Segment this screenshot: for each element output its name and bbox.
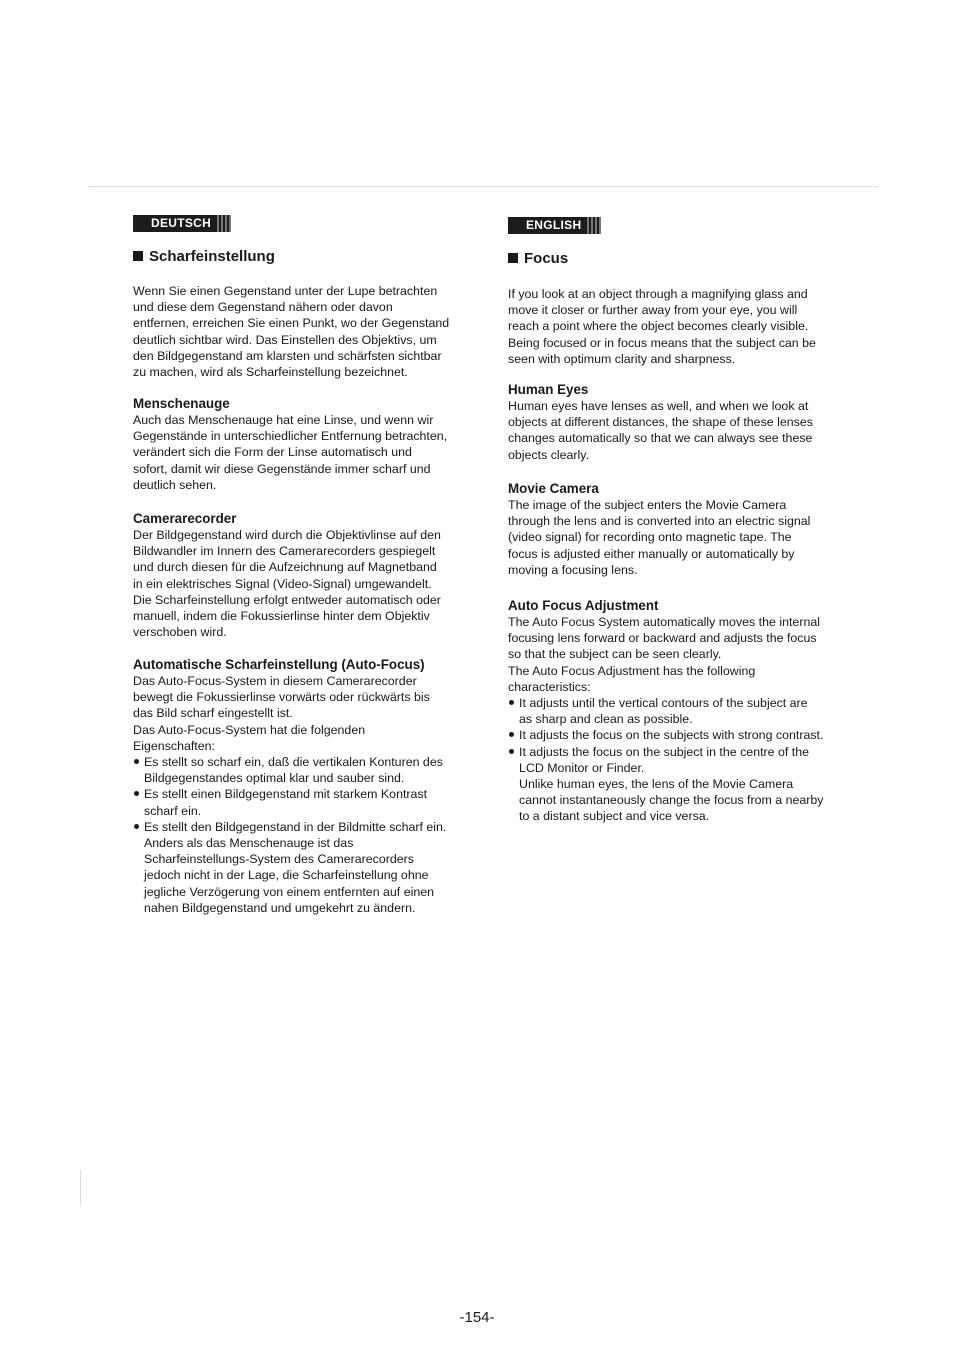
- text-line: deutlich sichtbar wird. Das Einstellen des Objektivs, um: [133, 332, 437, 347]
- language-badge-deutsch: DEUTSCH: [133, 215, 231, 232]
- text-line: nahen Bildgegenstand und umgekehrt zu ändern.: [144, 900, 416, 915]
- text-line: objects at different distances, the shape of these lenses: [508, 415, 813, 430]
- text-line: entfernen, erreichen Sie einen Punkt, wo der Gegenstand: [133, 316, 450, 331]
- text-line: Anders als das Menschenauge ist das: [144, 836, 354, 851]
- text-line: Scharfeinstellungs-System des Camerarecorders: [144, 852, 414, 867]
- bullet-item: [508, 727, 823, 743]
- text-line: deutlich sehen.: [133, 477, 217, 492]
- language-badge-english: ENGLISH: [508, 217, 601, 234]
- text-line: in ein elektrisches Signal (Video-Signal) umgewandelt.: [133, 576, 432, 591]
- text-line: Bildwandler im Innern des Camerarecorders gespiegelt: [133, 544, 436, 559]
- subheading-autofocus-de: Automatische Scharfeinstellung (Auto-Focus): [133, 657, 425, 672]
- text-line: bewegt die Fokussierlinse vorwärts oder rückwärts bis: [133, 690, 430, 705]
- text-line: jegliche Verzögerung von einem entfernten auf einen: [144, 884, 435, 899]
- text-line: Bildgegenstandes optimal klar und sauber sind.: [144, 771, 405, 786]
- text-line: The Auto Focus System automatically moves the internal: [508, 615, 820, 629]
- text-line: verschoben wird.: [133, 625, 227, 640]
- page-number: -154-: [459, 1309, 495, 1326]
- section-title-text: Scharfeinstellung: [149, 248, 275, 265]
- text-line: so that the subject can be seen clearly.: [508, 647, 722, 662]
- text-line: move it closer or further away from your eye, you will: [508, 303, 798, 318]
- text-line: moving a focusing lens.: [508, 562, 638, 577]
- text-line: If you look at an object through a magnifying glass and: [508, 287, 808, 301]
- text-line: jedoch nicht in der Lage, die Scharfeinstellung ohne: [144, 868, 429, 883]
- text-line: Unlike human eyes, the lens of the Movie Camera: [519, 777, 794, 792]
- text-line: Es stellt den Bildgegenstand in der Bildmitte scharf ein.: [144, 819, 447, 834]
- text-line: characteristics:: [508, 679, 591, 694]
- text-line: verändert sich die Form der Linse automatisch und: [133, 445, 412, 460]
- text-line: changes automatically so that we can always see these: [508, 431, 813, 446]
- text-line: It adjusts until the vertical contours of the subject are: [519, 696, 808, 711]
- bullet-item: [508, 695, 823, 727]
- section-autofocus-en: [508, 597, 823, 825]
- bullet-item: [508, 744, 823, 776]
- square-bullet-icon: [133, 251, 143, 261]
- scan-margin-mark: [80, 1170, 81, 1205]
- section-camerarecorder: [133, 510, 441, 640]
- text-line: sofort, damit wir diese Gegenstände immer scharf und: [133, 461, 431, 476]
- text-line: It adjusts the focus on the subjects with strong contrast.: [519, 728, 824, 743]
- section-movie-camera: [508, 480, 810, 578]
- subheading-movie-camera: Movie Camera: [508, 481, 599, 496]
- text-line: Der Bildgegenstand wird durch die Objektivlinse auf den: [133, 528, 441, 542]
- text-line: The Auto Focus Adjustment has the following: [508, 663, 756, 678]
- text-line: seen with optimum clarity and sharpness.: [508, 351, 736, 366]
- text-line: The image of the subject enters the Movie Camera: [508, 498, 787, 512]
- section-title-scharfeinstellung: [133, 248, 275, 265]
- text-line: das Bild scharf eingestellt ist.: [133, 706, 293, 721]
- section-title-focus: [508, 250, 568, 267]
- section-menschenauge: [133, 395, 447, 493]
- text-line: focus is adjusted either manually or automatically by: [508, 546, 795, 561]
- text-line: Es stellt einen Bildgegenstand mit starkem Kontrast: [144, 787, 428, 802]
- text-line: as sharp and clean as possible.: [519, 712, 693, 727]
- text-line: Auch das Menschenauge hat eine Linse, und wenn wir: [133, 413, 434, 427]
- subheading-camerarecorder: Camerarecorder: [133, 511, 237, 526]
- trailing-paragraph-de: [133, 835, 446, 916]
- square-bullet-icon: [508, 253, 518, 263]
- text-line: focusing lens forward or backward and adjusts the focus: [508, 631, 817, 646]
- text-line: (video signal) for recording onto magnetic tape. The: [508, 530, 792, 545]
- text-line: Eigenschaften:: [133, 738, 215, 753]
- text-line: Wenn Sie einen Gegenstand unter der Lupe betrachten: [133, 284, 438, 298]
- section-title-text: Focus: [524, 250, 569, 267]
- trailing-paragraph-en: [508, 776, 823, 825]
- text-line: scharf ein.: [144, 803, 202, 818]
- intro-paragraph-en: [508, 286, 816, 367]
- text-line: Die Scharfeinstellung erfolgt entweder automatisch oder: [133, 592, 441, 607]
- text-line: Es stellt so scharf ein, daß die vertikalen Konturen des: [144, 755, 443, 770]
- text-line: Being focused or in focus means that the subject can be: [508, 335, 816, 350]
- text-line: Das Auto-Focus-System hat die folgenden: [133, 722, 366, 737]
- top-divider: [88, 186, 878, 187]
- section-autofocus-de: [133, 656, 446, 916]
- intro-paragraph-de: [133, 283, 449, 380]
- text-line: Das Auto-Focus-System in diesem Camerarecorder: [133, 674, 417, 688]
- text-line: und durch diesen für die Aufzeichnung auf Magnetband: [133, 560, 437, 575]
- bullet-item: [133, 754, 446, 786]
- text-line: Human eyes have lenses as well, and when we look at: [508, 399, 809, 413]
- subheading-human-eyes: Human Eyes: [508, 382, 589, 397]
- text-line: zu machen, wird als Scharfeinstellung bezeichnet.: [133, 365, 408, 380]
- section-human-eyes: [508, 381, 813, 463]
- subheading-autofocus-en: Auto Focus Adjustment: [508, 598, 659, 613]
- text-line: und diese dem Gegenstand nähern oder davon: [133, 300, 393, 315]
- text-line: through the lens and is converted into an electric signal: [508, 514, 811, 529]
- text-line: LCD Monitor or Finder.: [519, 760, 645, 775]
- text-line: manuell, indem die Fokussierlinse hinter dem Objektiv: [133, 609, 430, 624]
- text-line: den Bildgegenstand am klarsten und schärfsten sichtbar: [133, 348, 442, 363]
- text-line: objects clearly.: [508, 447, 590, 462]
- text-line: cannot instantaneously change the focus from a nearby: [519, 793, 824, 808]
- bullet-item: [133, 819, 446, 835]
- text-line: It adjusts the focus on the subject in the centre of the: [519, 744, 809, 759]
- text-line: to a distant subject and vice versa.: [519, 809, 710, 824]
- text-line: Gegenstände in unterschiedlicher Entfernung betrachten,: [133, 429, 448, 444]
- bullet-item: [133, 786, 446, 818]
- subheading-menschenauge: Menschenauge: [133, 396, 230, 411]
- text-line: reach a point where the object becomes clearly visible.: [508, 319, 809, 334]
